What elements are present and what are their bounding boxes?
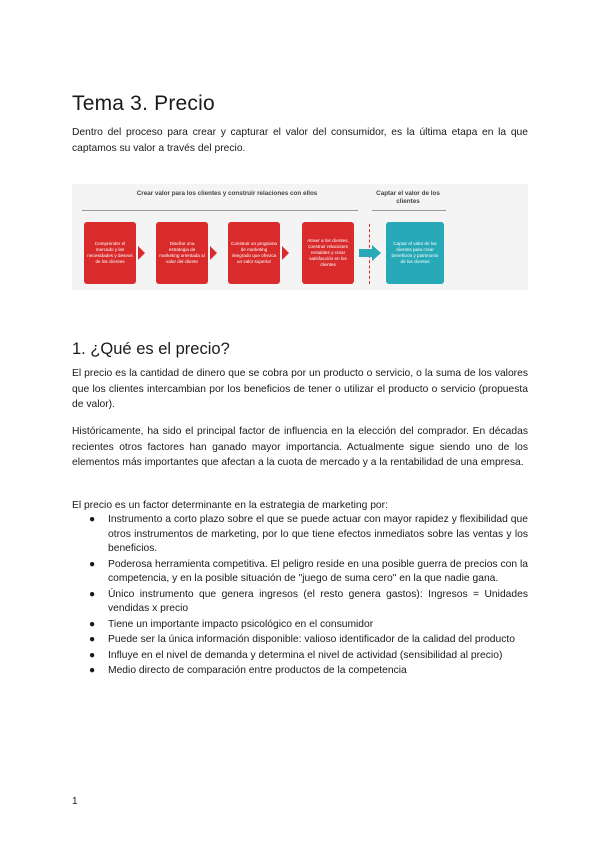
- paragraph-2: Históricamente, ha sido el principal factor de influencia en la elección del comprador. En décadas recientes otros factores han ganado mayor importancia. Actualmente sigue siendo uno de los elementos más importantes que afectan a la cuota de mercado y a la rentabilidad de una empresa.: [72, 426, 528, 469]
- section-heading: 1. ¿Qué es el precio?: [72, 340, 230, 358]
- list-item: ● Único instrumento que genera ingresos (el resto genera gastos): Ingresos = Unidades vendidas x precio: [89, 588, 528, 614]
- teal-arrow-icon: [372, 245, 381, 261]
- step-box-4: Atraer a los clientes, construir relaciones rentables y crear satisfacción en los clientes: [302, 222, 354, 284]
- bullet-icon: ●: [89, 634, 96, 645]
- figure-left-bracket: [82, 210, 358, 211]
- intro-paragraph: Dentro del proceso para crear y capturar el valor del consumidor, es la última etapa en la que captamos su valor a través del precio.: [72, 127, 528, 154]
- paragraph-1: El precio es la cantidad de dinero que se cobra por un producto o servicio, o la suma de los valores que los clientes intercambian por los beneficios de tener o utilizar el producto o servicio (propuesta de valor).: [72, 368, 528, 411]
- arrow-icon: [138, 246, 145, 260]
- teal-arrow-shaft: [359, 249, 373, 257]
- step-box-1: Comprender el mercado y las necesidades y deseos de los clientes: [84, 222, 136, 284]
- list-item: ● Poderosa herramienta competitiva. El peligro reside en una posible guerra de precios con la competencia, y en la posible situación de "juego de suma cero" en la que nadie gana.: [89, 558, 528, 584]
- list-item: ● Puede ser la única información disponible: valioso identificador de la calidad del producto: [72, 633, 528, 648]
- bullet-icon: ●: [89, 618, 96, 630]
- arrow-icon: [210, 246, 217, 260]
- page-number: 1: [72, 796, 78, 807]
- list-item: ● Tiene un importante impacto psicológico en el consumidor: [72, 618, 528, 633]
- figure-right-bracket: [372, 210, 446, 211]
- paragraph-3: El precio es un factor determinante en la estrategia de marketing por:: [72, 500, 388, 511]
- bullet-icon: ●: [89, 514, 96, 525]
- bullet-list: [72, 513, 528, 680]
- bullet-icon: ●: [89, 665, 96, 676]
- figure-right-header: Captar el valor de los clientes: [376, 190, 440, 205]
- step-box-3: Construir un programa de marketing integrado que ofrezca un valor superior: [228, 222, 280, 284]
- bullet-icon: ●: [89, 558, 96, 570]
- arrow-icon: [282, 246, 289, 260]
- list-item: ● Instrumento a corto plazo sobre el que se puede actuar con mayor rapidez y flexibilidad que otros instrumentos de marketing, por lo que tiene efectos inmediatos sobre las ventas y los beneficios.: [89, 514, 528, 554]
- list-item: ● Medio directo de comparación entre productos de la competencia: [72, 664, 528, 679]
- page-title: Tema 3. Precio: [72, 92, 215, 115]
- step-box-2: Diseñar una estrategia de marketing orientada al valor del cliente: [156, 222, 208, 284]
- list-item: ● Influye en el nivel de demanda y determina el nivel de actividad (sensibilidad al precio): [72, 649, 528, 664]
- bullet-icon: ●: [89, 649, 96, 661]
- value-process-figure: [72, 184, 528, 290]
- figure-left-header: Crear valor para los clientes y construir relaciones con ellos: [136, 190, 318, 197]
- bullet-icon: ●: [89, 588, 96, 600]
- capture-value-box: Captar el valor de los clientes para crear beneficios y patrimonio de los clientes: [386, 222, 444, 284]
